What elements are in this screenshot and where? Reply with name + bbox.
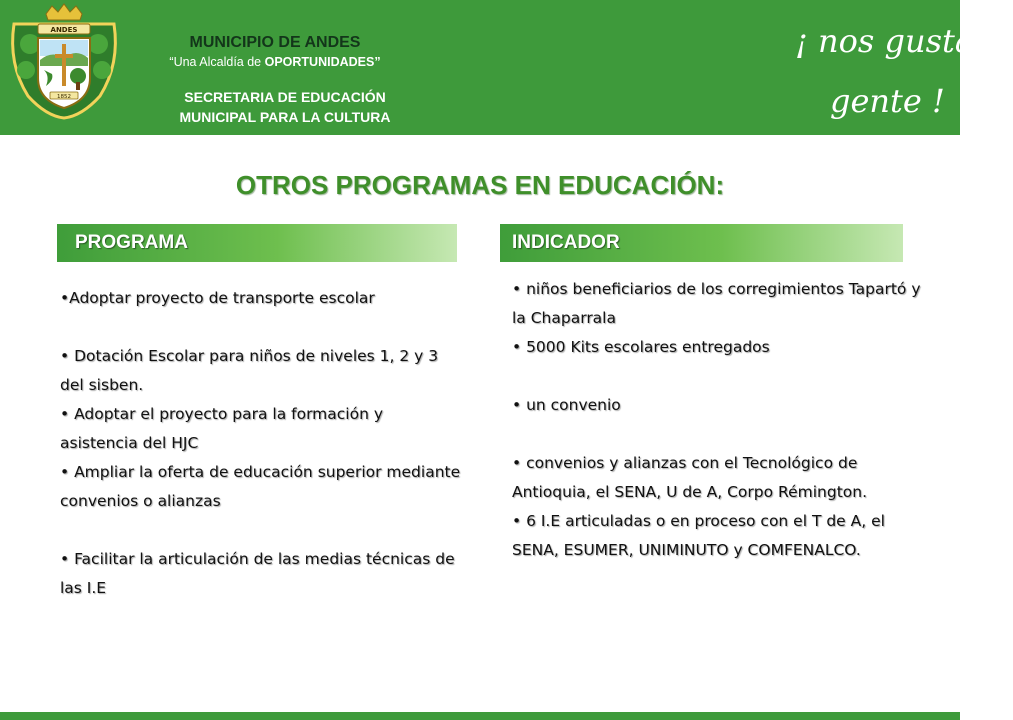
municipio-name: MUNICIPIO DE ANDES <box>189 34 361 51</box>
programa-column-header: PROGRAMA <box>57 224 457 262</box>
secretaria-line-1: SECRETARIA DE EDUCACIÓN <box>184 89 386 105</box>
crest-year-text: 1852 <box>57 94 71 100</box>
indicador-column-header: INDICADOR <box>500 224 903 262</box>
indicador-item: • un convenio <box>512 396 621 414</box>
indicador-item: • niños beneficiarios de los corregimientos Tapartó y la Chaparrala <box>512 280 921 327</box>
programa-item: • Dotación Escolar para niños de niveles 1, 2 y 3 del sisben. <box>60 347 439 394</box>
list-spacer <box>512 362 932 391</box>
crest-banner-text: ANDES <box>50 26 78 34</box>
programa-list <box>60 284 465 603</box>
indicador-item: • convenios y alianzas con el Tecnológico de Antioquia, el SENA, U de A, Corpo Rémington. <box>512 454 868 501</box>
header-band <box>0 0 1013 135</box>
list-spacer <box>60 313 465 342</box>
list-spacer <box>60 516 465 545</box>
tagline-line-1: ¡ nos gusta la <box>795 22 1013 60</box>
programa-item: • Adoptar el proyecto para la formación y asistencia del HJC <box>60 405 384 452</box>
programa-item: •Adoptar proyecto de transporte escolar <box>60 289 375 307</box>
municipio-slogan <box>140 55 410 69</box>
programa-item: • Ampliar la oferta de educación superior mediante convenios o alianzas <box>60 463 461 510</box>
secretaria-name <box>120 87 450 127</box>
footer-band <box>0 712 960 720</box>
tagline-line-2: gente ! <box>830 82 945 120</box>
page-title: OTROS PROGRAMAS EN EDUCACIÓN: <box>235 170 725 200</box>
municipal-crest-icon <box>10 4 118 120</box>
indicador-list <box>512 275 932 565</box>
list-spacer <box>512 420 932 449</box>
programa-item: • Facilitar la articulación de las medias técnicas de las I.E <box>60 550 455 597</box>
slogan-prefix: “Una Alcaldía de <box>169 55 265 69</box>
secretaria-line-2: MUNICIPAL PARA LA CULTURA <box>179 109 391 125</box>
indicador-item: • 6 I.E articuladas o en proceso con el T de A, el SENA, ESUMER, UNIMINUTO y COMFENALCO. <box>512 512 885 559</box>
indicador-item: • 5000 Kits escolares entregados <box>512 338 770 356</box>
slogan-bold: OPORTUNIDADES” <box>264 55 381 69</box>
